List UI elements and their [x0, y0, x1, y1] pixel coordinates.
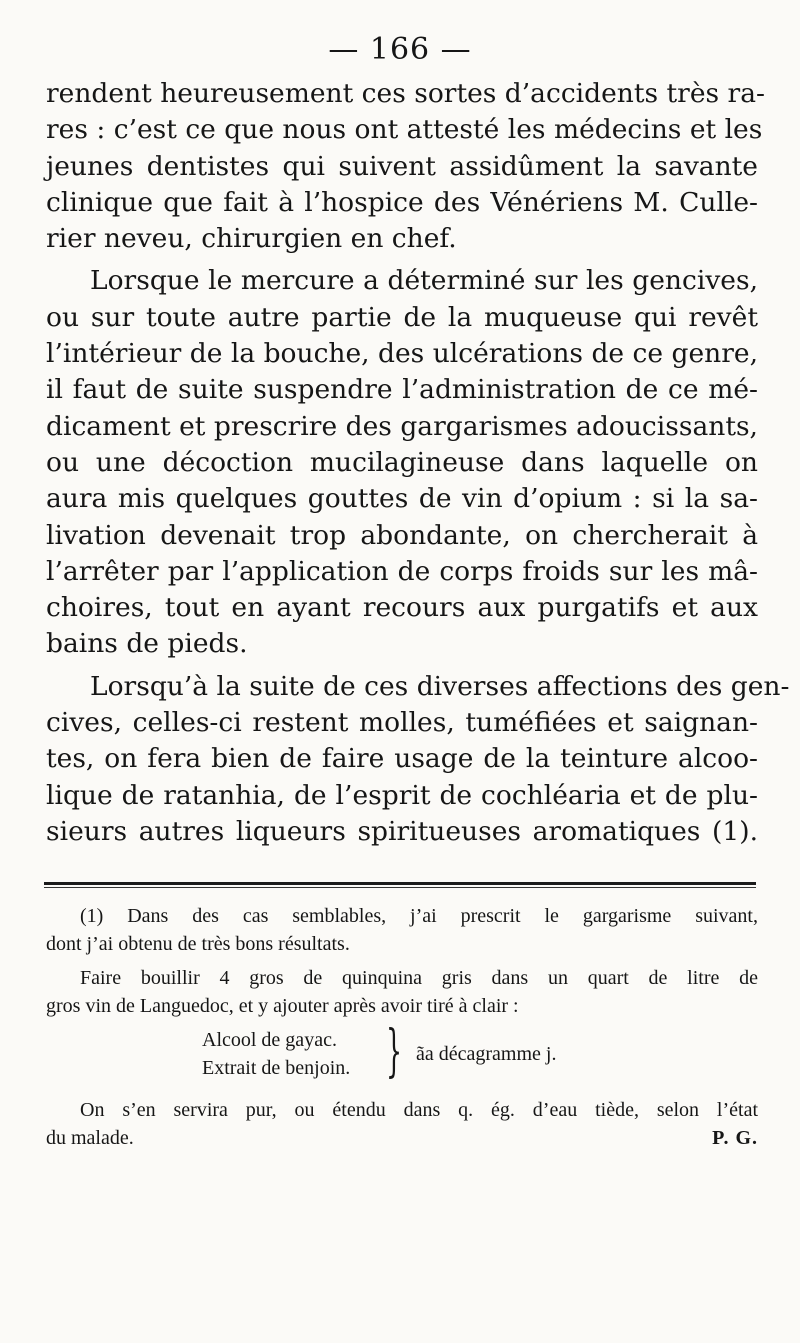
text-line: sieurs autres liqueurs spiritueuses aromatiques (1).: [46, 815, 758, 847]
text-line: l’intérieur de la bouche, des ulcérations de ce genre,: [46, 338, 758, 370]
paragraph-2: [46, 263, 758, 662]
footnote-line: Faire bouillir 4 gros de quinquina gris dans un quart de litre de: [80, 967, 758, 989]
text-line: aura mis quelques gouttes de vin d’opium : si la sa-: [46, 483, 758, 515]
paragraph-3: [46, 669, 790, 850]
recipe-ingredient: Alcool de gayac.: [202, 1029, 337, 1051]
footnote-line: gros vin de Languedoc, et y ajouter après avoir tiré à clair :: [46, 995, 519, 1017]
footnote-line: (1) Dans des cas semblables, j’ai prescrit le gargarisme suivant,: [80, 905, 758, 927]
text-line: il faut de suite suspendre l’administration de ce mé-: [46, 374, 758, 406]
text-line: jeunes dentistes qui suivent assidûment la savante: [46, 150, 758, 182]
text-line: choires, tout en ayant recours aux purgatifs et aux: [46, 592, 758, 624]
footnote-closing: [46, 1124, 758, 1152]
text-line: rier neveu, chirurgien en chef.: [46, 223, 457, 255]
footnote-rule: [44, 882, 756, 885]
paragraph-1: [46, 76, 765, 257]
recipe-brace: }: [386, 1019, 403, 1084]
text-line: clinique que fait à l’hospice des Vénériens M. Culle-: [46, 186, 758, 218]
text-line: tes, on fera bien de faire usage de la teinture alcoo-: [46, 743, 758, 775]
text-line: Lorsqu’à la suite de ces diverses affections des gen-: [90, 670, 790, 702]
footnote: [46, 902, 758, 1152]
text-line: res : c’est ce que nous ont attesté les médecins et les: [46, 114, 763, 146]
footnote-rule-thin: [44, 887, 756, 888]
recipe: [46, 1019, 758, 1088]
recipe-dose: ãa décagramme j.: [416, 1043, 557, 1065]
text-line: Lorsque le mercure a déterminé sur les gencives,: [90, 265, 758, 297]
footnote-line: du malade.: [46, 1127, 134, 1149]
main-text: [46, 76, 790, 856]
text-line: l’arrêter par l’application de corps froids sur les mâ-: [46, 555, 758, 587]
text-line: ou une décoction mucilagineuse dans laquelle on: [46, 446, 758, 478]
text-line: rendent heureusement ces sortes d’accidents très ra-: [46, 78, 765, 109]
recipe-ingredient: Extrait de benjoin.: [202, 1057, 351, 1079]
text-line: lique de ratanhia, de l’esprit de cochléaria et de plu-: [46, 779, 758, 811]
footnote-line: On s’en servira pur, ou étendu dans q. ég. d’eau tiède, selon l’état: [80, 1099, 758, 1121]
text-line: livation devenait trop abondante, on chercherait à: [46, 519, 758, 551]
author-initials: P. G.: [712, 1127, 758, 1149]
text-line: ou sur toute autre partie de la muqueuse qui revêt: [46, 301, 758, 333]
text-line: dicament et prescrire des gargarismes adoucissants,: [46, 410, 758, 442]
text-line: bains de pieds.: [46, 628, 248, 660]
footnote-line: dont j’ai obtenu de très bons résultats.: [46, 933, 350, 955]
page-number: — 166 —: [328, 32, 472, 67]
text-line: cives, celles-ci restent molles, tuméfiées et saignan-: [46, 707, 758, 739]
